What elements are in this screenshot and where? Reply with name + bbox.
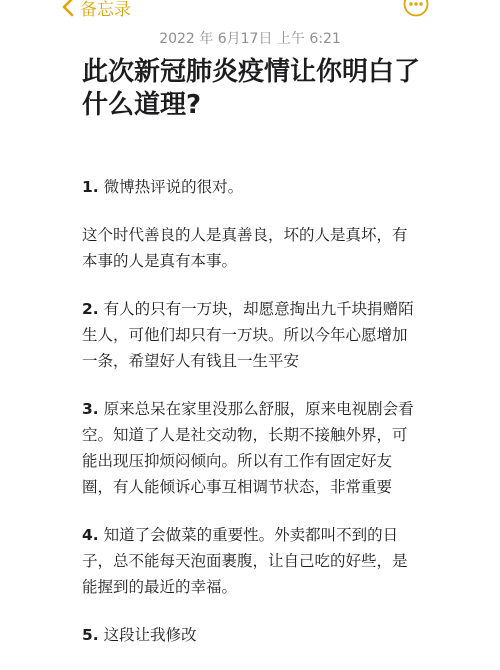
paragraph-number: 2. [82, 300, 99, 318]
paragraph-number: 3. [82, 400, 99, 418]
navigation-bar [0, 0, 500, 22]
note-paragraph-4 [82, 522, 422, 600]
note-paragraph-1-detail [82, 222, 422, 274]
paragraph-number: 1. [82, 178, 99, 196]
note-paragraph-5 [82, 622, 422, 648]
note-paragraph-3 [82, 396, 422, 500]
paragraph-number: 5. [82, 626, 99, 644]
chevron-left-icon [60, 0, 76, 18]
paragraph-text: 有人的只有一万块，却愿意掏出九千块捐赠陌生人，可他们却只有一万块。所以今年心愿增加一条，希望好人有钱且一生平安 [82, 300, 414, 370]
paragraph-text: 原来总呆在家里没那么舒服，原来电视剧会看空。知道了人是社交动物，长期不接触外界，可能出现压抑烦闷倾向。所以有工作有固定好友圈，有人能倾诉心事互相调节状态，非常重要 [82, 400, 414, 496]
paragraph-text: 微博热评说的很对。 [98, 178, 244, 196]
note-paragraph-1 [82, 174, 422, 200]
note-title[interactable]: 此次新冠肺炎疫情让你明白了什么道理? [82, 57, 421, 120]
note-paragraph-2 [82, 296, 422, 374]
paragraph-text: 知道了会做菜的重要性。外卖都叫不到的日子，总不能每天泡面裹腹，让自己吃的好些，是能握到的最近的幸福。 [82, 526, 408, 596]
paragraph-text: 这个时代善良的人是真善良，坏的人是真坏，有本事的人是真有本事。 [82, 226, 408, 270]
back-button[interactable] [60, 0, 131, 20]
paragraph-text: 这段让我修改 [98, 626, 197, 644]
back-button-label: 备忘录 [80, 0, 131, 20]
note-body[interactable] [82, 174, 422, 670]
paragraph-number: 4. [82, 526, 99, 544]
ellipsis-circle-icon[interactable] [402, 0, 430, 18]
note-timestamp: 2022 年 6月17日 上午 6:21 [159, 31, 341, 47]
